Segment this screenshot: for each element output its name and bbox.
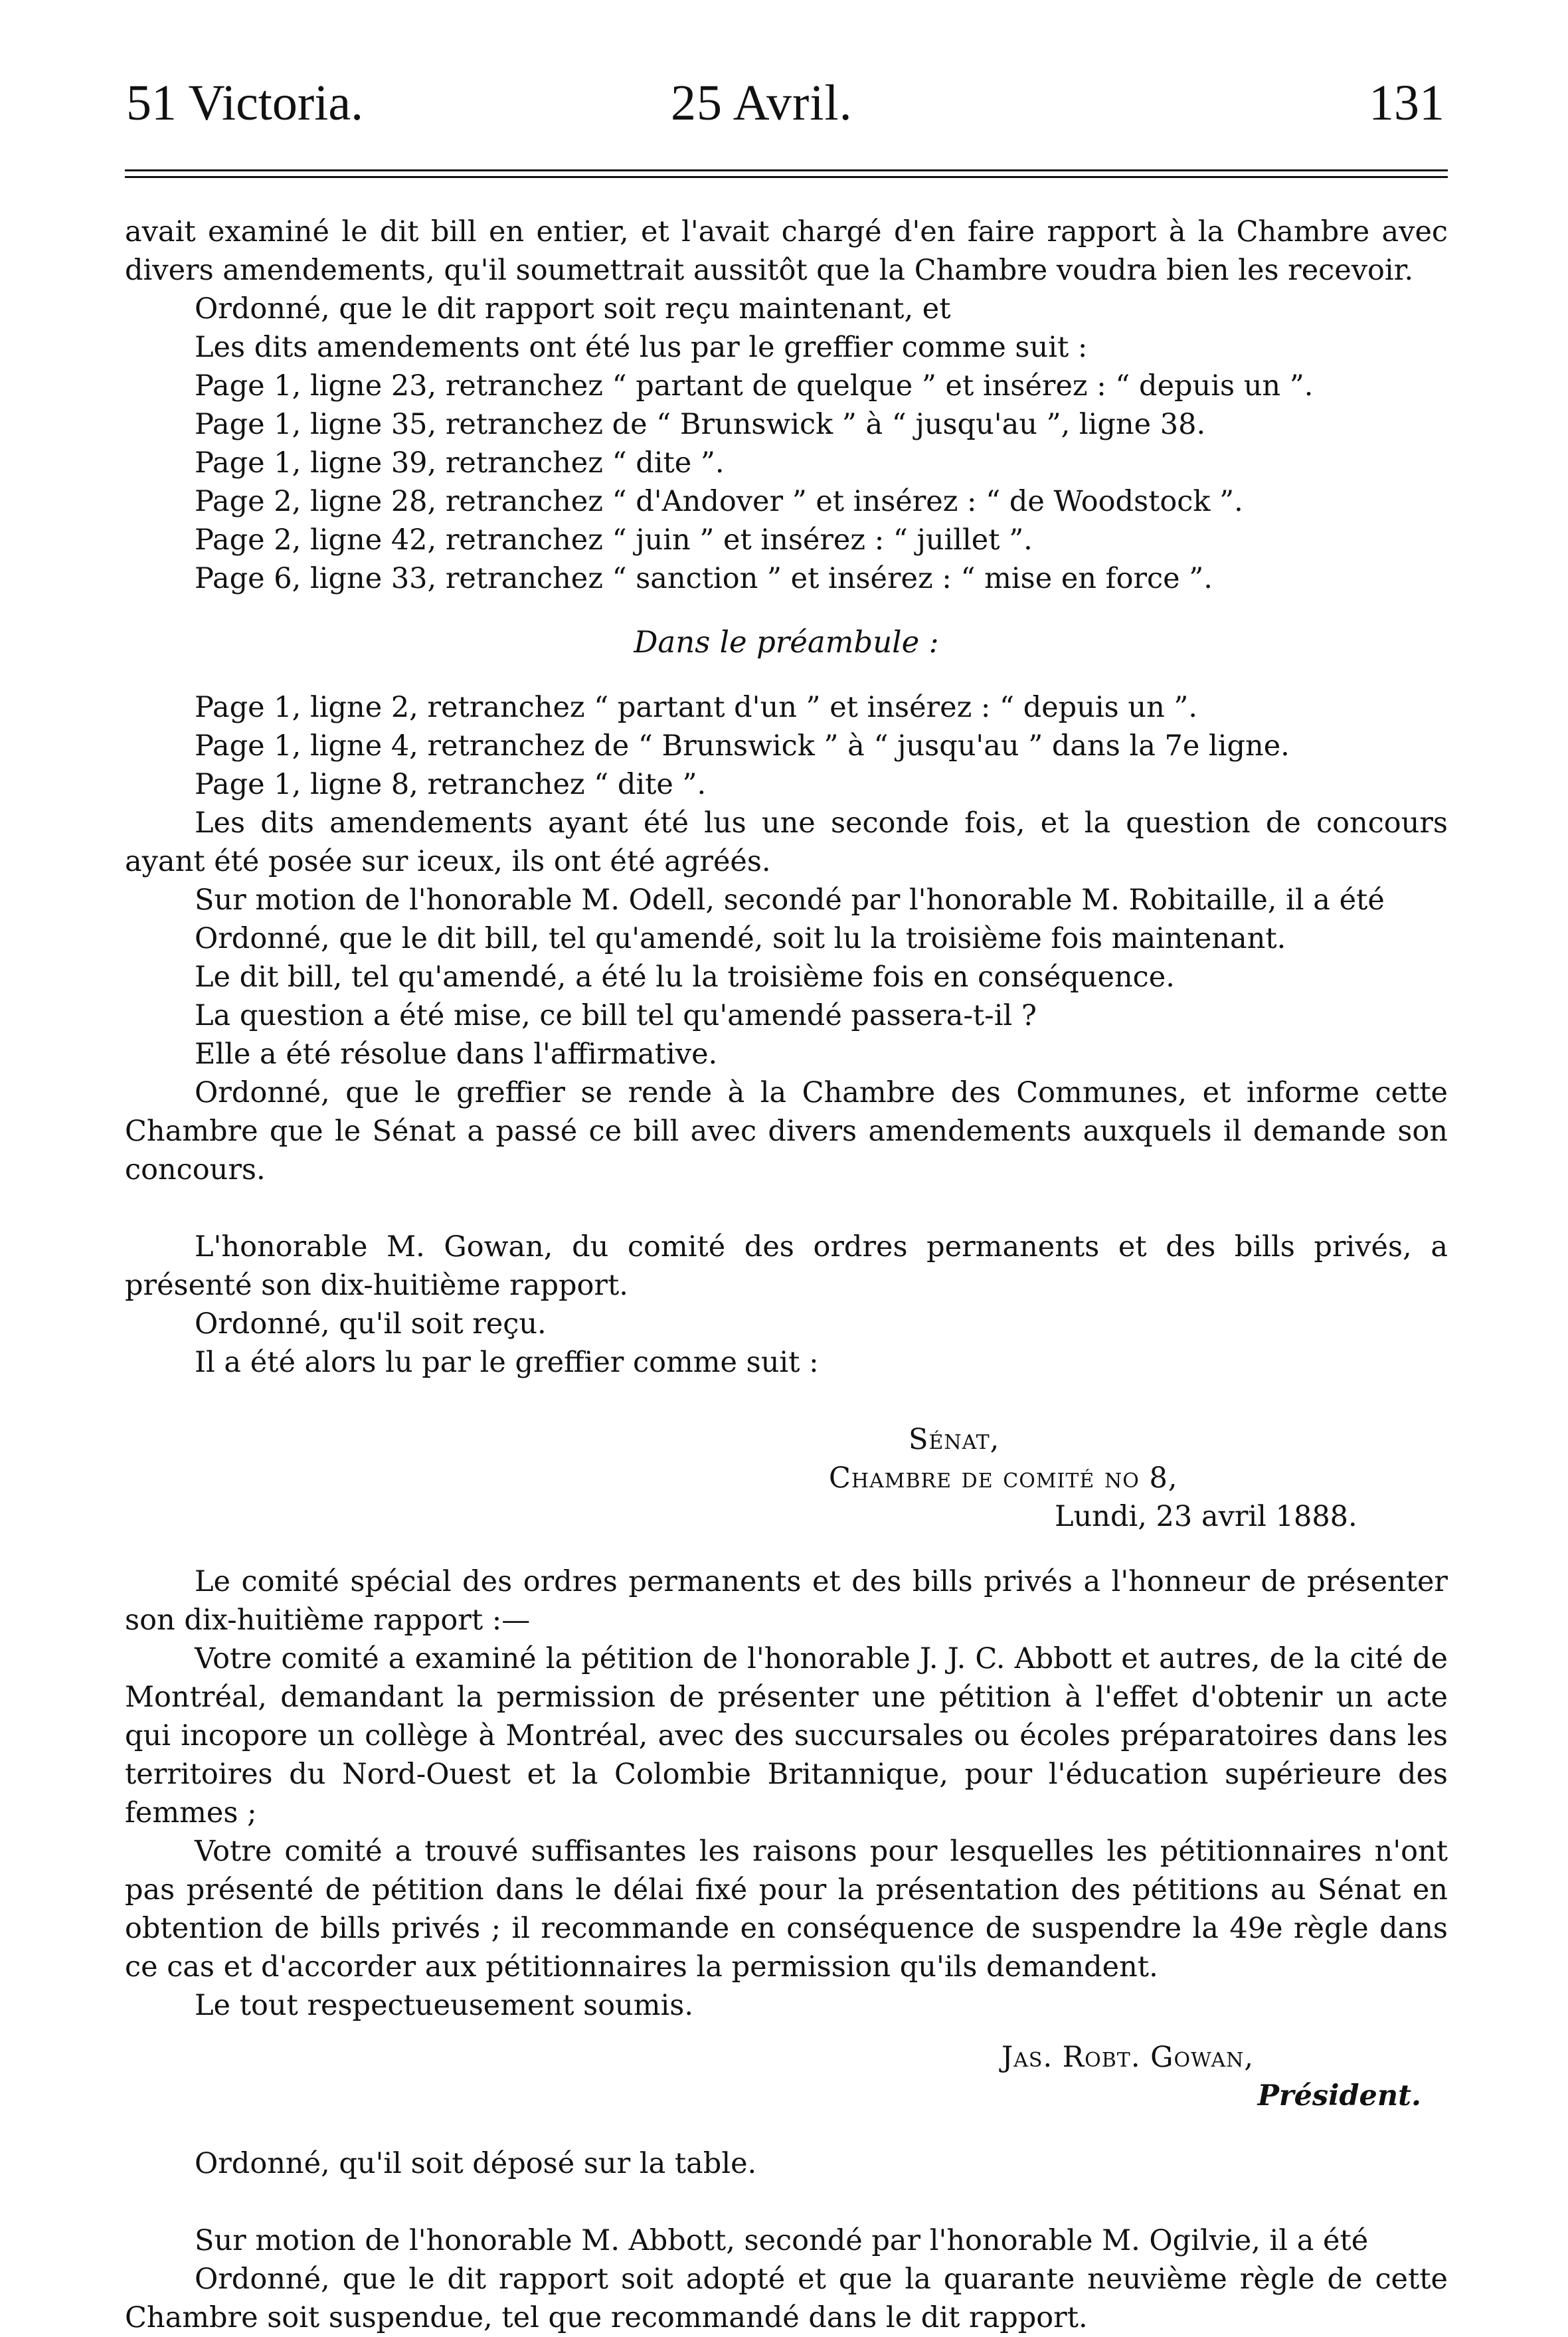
report-paragraph: Votre comité a examiné la pétition de l'honorable J. J. C. Abbott et autres, de la cité de Montréal, demandant la permission de présenter une pétition à l'effet d'obtenir un acte qui incopore un collège à Montréal, avec des succursales ou écoles préparatoires dans les territoires du Nord-Ouest et la Colombie Britannique, pour l'éducation supérieure des femmes ; bbox=[125, 1642, 1448, 1829]
report-room: Chambre de comité no 8, bbox=[829, 1461, 1178, 1495]
report-senate: Sénat, bbox=[909, 1423, 1000, 1456]
page-header bbox=[126, 73, 1444, 133]
page-body bbox=[125, 213, 1448, 2337]
report-date: Lundi, 23 avril 1888. bbox=[1055, 1500, 1357, 1533]
paragraph: Ordonné, que le dit bill, tel qu'amendé, soit lu la troisième fois maintenant. bbox=[195, 922, 1286, 955]
report-paragraph: Votre comité a trouvé suffisantes les raisons pour lesquelles les pétitionnaires n'ont pas présenté de pétition dans le délai fixé pour la présentation des pétitions au Sénat en obtention de bills privés ; il recommande en conséquence de suspendre la 49e règle dans ce cas et d'accorder aux pétitionnaires la permission qu'ils demandent. bbox=[125, 1835, 1448, 1984]
page-number: 131 bbox=[1369, 75, 1444, 131]
signature-name: Jas. Robt. Gowan, bbox=[1002, 2041, 1255, 2074]
report-dateline bbox=[125, 1420, 1448, 1536]
header-rule-top bbox=[125, 169, 1448, 171]
paragraph: Le dit bill, tel qu'amendé, a été lu la troisième fois en conséquence. bbox=[195, 961, 1175, 994]
amendment-line: Page 2, ligne 42, retranchez “ juin ” et insérez : “ juillet ”. bbox=[195, 523, 1033, 557]
amendment-line: Page 2, ligne 28, retranchez “ d'Andover ” et insérez : “ de Woodstock ”. bbox=[195, 485, 1243, 518]
paragraph: Sur motion de l'honorable M. Odell, secondé par l'honorable M. Robitaille, il a été bbox=[195, 884, 1385, 917]
paragraph: Il a été alors lu par le greffier comme suit : bbox=[195, 1346, 819, 1379]
paragraph: L'honorable M. Gowan, du comité des ordres permanents et des bills privés, a présenté son dix-huitième rapport. bbox=[125, 1230, 1448, 1302]
amendment-line: Page 1, ligne 2, retranchez “ partant d'un ” et insérez : “ depuis un ”. bbox=[195, 691, 1198, 724]
paragraph: Elle a été résolue dans l'affirmative. bbox=[195, 1038, 718, 1071]
paragraph: Ordonné, qu'il soit déposé sur la table. bbox=[195, 2147, 757, 2180]
paragraph: La question a été mise, ce bill tel qu'amendé passera-t-il ? bbox=[195, 999, 1037, 1032]
paragraph: Ordonné, que le greffier se rende à la Chambre des Communes, et informe cette Chambre que le Sénat a passé ce bill avec divers amendements auxquels il demande son concours. bbox=[125, 1076, 1448, 1186]
report-paragraph: Le comité spécial des ordres permanents et des bills privés a l'honneur de présenter son dix-huitième rapport :— bbox=[125, 1565, 1448, 1637]
paragraph: Ordonné, que le dit rapport soit adopté et que la quarante neuvième règle de cette Chambre soit suspendue, tel que recommandé dans le dit rapport. bbox=[125, 2263, 1448, 2334]
section-heading: Dans le préambule : bbox=[634, 624, 939, 660]
amendment-line: Page 1, ligne 8, retranchez “ dite ”. bbox=[195, 768, 707, 801]
paragraph: Les dits amendements ayant été lus une seconde fois, et la question de concours ayant été posée sur iceux, ils ont été agréés. bbox=[125, 806, 1448, 878]
report-closing: Le tout respectueusement soumis. bbox=[195, 1989, 694, 2022]
paragraph: Ordonné, qu'il soit reçu. bbox=[195, 1307, 547, 1341]
running-head-date: 25 Avril. bbox=[671, 75, 853, 131]
amendment-line: Page 1, ligne 4, retranchez de “ Brunswick ” à “ jusqu'au ” dans la 7e ligne. bbox=[195, 729, 1290, 763]
signature-title: Président. bbox=[1257, 2079, 1421, 2112]
running-head-left: 51 Victoria. bbox=[126, 75, 364, 131]
amendment-line: Page 1, ligne 23, retranchez “ partant de quelque ” et insérez : “ depuis un ”. bbox=[195, 369, 1314, 403]
header-rule-bottom bbox=[125, 176, 1448, 178]
amendment-line: Page 1, ligne 39, retranchez “ dite ”. bbox=[195, 446, 725, 480]
paragraph-continuation: avait examiné le dit bill en entier, et l'avait chargé d'en faire rapport à la Chambre avec divers amendements, qu'il soumettrait aussitôt que la Chambre voudra bien les recevoir. bbox=[125, 215, 1448, 287]
paragraph: Les dits amendements ont été lus par le greffier comme suit : bbox=[195, 331, 1088, 364]
amendment-line: Page 1, ligne 35, retranchez de “ Brunswick ” à “ jusqu'au ”, ligne 38. bbox=[195, 408, 1206, 441]
paragraph: Ordonné, que le dit rapport soit reçu maintenant, et bbox=[195, 292, 951, 326]
paragraph: Sur motion de l'honorable M. Abbott, secondé par l'honorable M. Ogilvie, il a été bbox=[195, 2224, 1369, 2257]
amendment-line: Page 6, ligne 33, retranchez “ sanction ” et insérez : “ mise en force ”. bbox=[195, 562, 1213, 595]
